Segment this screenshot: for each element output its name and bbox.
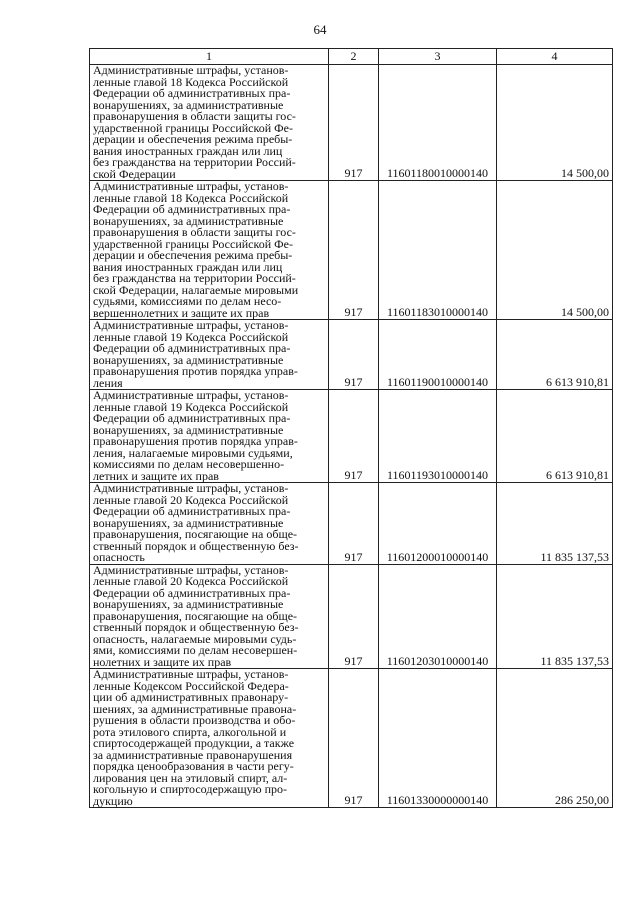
- table-row: [90, 181, 613, 320]
- column-header-3: 3: [379, 49, 497, 65]
- fine-description: Административные штрафы, установ- ленные главой 18 Кодекса Российской Федерации об административных пра- вонарушениях, за административные правонарушения в области защиты гос- ударственной границы Российской Фе- дерации и обеспечения режима пребы- вания иностранных граждан или лиц без гражданства на территории Россий- ской Федерации: [90, 65, 329, 181]
- admin-code: 917: [329, 669, 379, 808]
- admin-code: 917: [329, 65, 379, 181]
- amount: 11 835 137,53: [497, 564, 613, 669]
- amount: 14 500,00: [497, 65, 613, 181]
- fine-description: Административные штрафы, установ- ленные Кодексом Российской Федера- ции об административных правонару- шениях, за административные правона- рушения в области производства и обо- рота этилового спирта, алкогольной и спиртосодержащей продукции, а также за административные правонарушения порядка ценообразования в части регу- лирования цен на этиловый спирт, ал- когольную и спиртосодержащую про- дукцию: [90, 669, 329, 808]
- admin-code: 917: [329, 390, 379, 483]
- budget-classification-code: 11601330000000140: [379, 669, 497, 808]
- page-number: 64: [313, 22, 327, 37]
- budget-classification-code: 11601190010000140: [379, 320, 497, 390]
- admin-code: 917: [329, 320, 379, 390]
- amount: 14 500,00: [497, 181, 613, 320]
- table-row: [90, 483, 613, 565]
- fine-description: Административные штрафы, установ- ленные главой 19 Кодекса Российской Федерации об административных пра- вонарушениях, за административные правонарушения против порядка управ- ления, налагаемые мировыми судьями, комиссиями по делам несовершенно- летних и защите их прав: [90, 390, 329, 483]
- admin-code: 917: [329, 181, 379, 320]
- budget-table: [89, 48, 613, 808]
- column-header-1: 1: [90, 49, 329, 65]
- amount: 6 613 910,81: [497, 390, 613, 483]
- fine-description: Административные штрафы, установ- ленные главой 19 Кодекса Российской Федерации об административных пра- вонарушениях, за административные правонарушения против порядка управ- ления: [90, 320, 329, 390]
- fine-description: Административные штрафы, установ- ленные главой 20 Кодекса Российской Федерации об административных пра- вонарушениях, за административные правонарушения, посягающие на обще- ственный порядок и общественную без- опасность, налагаемые мировыми судь- ями, комиссиями по делам несовершен- нолетних и защите их прав: [90, 564, 329, 669]
- fine-description: Административные штрафы, установ- ленные главой 18 Кодекса Российской Федерации об административных пра- вонарушениях, за административные правонарушения в области защиты гос- ударственной границы Российской Фе- дерации и обеспечения режима пребы- вания иностранных граждан или лиц без гражданства на территории Россий- ской Федерации, налагаемые мировыми судьями, комиссиями по делам несо- вершеннолетних и защите их прав: [90, 181, 329, 320]
- budget-classification-code: 11601180010000140: [379, 65, 497, 181]
- column-header-4: 4: [497, 49, 613, 65]
- table-row: [90, 669, 613, 808]
- budget-classification-code: 11601203010000140: [379, 564, 497, 669]
- table-row: [90, 564, 613, 669]
- budget-classification-code: 11601200010000140: [379, 483, 497, 565]
- budget-classification-code: 11601193010000140: [379, 390, 497, 483]
- admin-code: 917: [329, 564, 379, 669]
- column-header-2: 2: [329, 49, 379, 65]
- table-row: [90, 390, 613, 483]
- fine-description: Административные штрафы, установ- ленные главой 20 Кодекса Российской Федерации об административных пра- вонарушениях, за административные правонарушения, посягающие на обще- ственный порядок и общественную без- опасность: [90, 483, 329, 565]
- budget-classification-code: 11601183010000140: [379, 181, 497, 320]
- amount: 6 613 910,81: [497, 320, 613, 390]
- amount: 11 835 137,53: [497, 483, 613, 565]
- admin-code: 917: [329, 483, 379, 565]
- table-row: [90, 320, 613, 390]
- amount: 286 250,00: [497, 669, 613, 808]
- table-row: [90, 65, 613, 181]
